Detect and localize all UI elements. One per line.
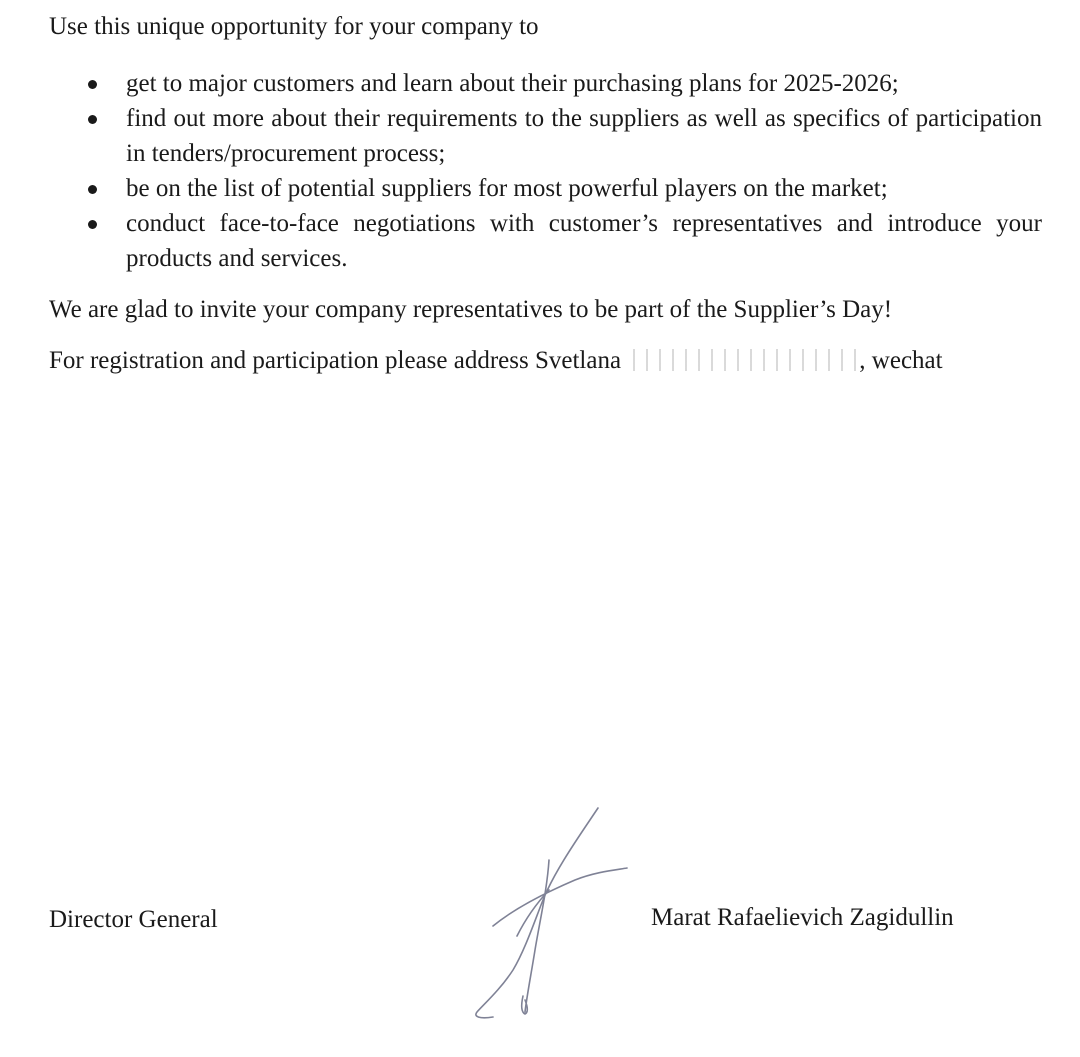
redacted-phone [627, 349, 859, 371]
list-item-text: get to major customers and learn about their purchasing plans for 2025-2026; [126, 70, 899, 97]
bullet-icon [88, 115, 97, 124]
signatory-title: Director General [49, 906, 218, 933]
list-item [0, 206, 1042, 276]
handwritten-signature-icon [455, 800, 635, 1025]
list-item [0, 171, 1042, 206]
list-item-text: find out more about their requirements to the suppliers as well as specifics of participation in tenders/procurement process; [126, 105, 1042, 167]
registration-text [49, 346, 943, 376]
intro-text: Use this unique opportunity for your company to [49, 13, 539, 40]
list-item [0, 101, 1042, 171]
list-item-text: be on the list of potential suppliers for most powerful players on the market; [126, 175, 888, 202]
list-item [0, 66, 1042, 101]
signatory-name: Marat Rafaelievich Zagidullin [651, 904, 954, 931]
opportunity-list [0, 66, 1080, 276]
bullet-icon [88, 220, 97, 229]
registration-prefix: For registration and participation please address Svetlana [49, 347, 622, 374]
bullet-icon [88, 80, 97, 89]
registration-suffix: , wechat [859, 347, 943, 374]
list-item-text: conduct face-to-face negotiations with customer’s representatives and introduce your products and services. [126, 210, 1042, 272]
bullet-icon [88, 185, 97, 194]
invitation-text: We are glad to invite your company representatives to be part of the Supplier’s Day! [49, 296, 893, 323]
